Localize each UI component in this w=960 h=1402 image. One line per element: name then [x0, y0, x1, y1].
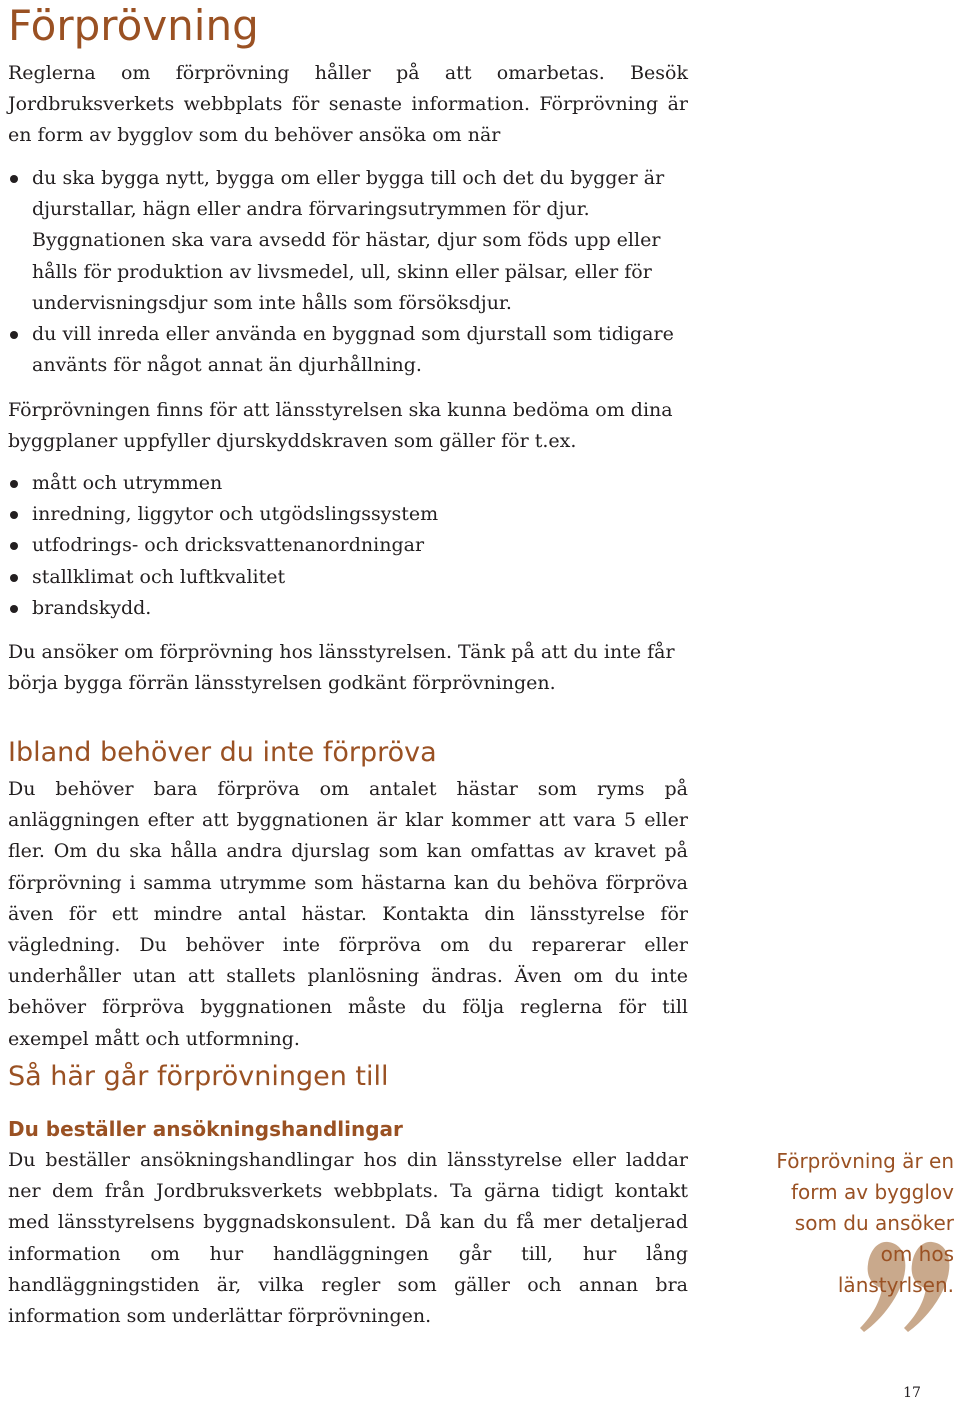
bullet-icon — [10, 480, 18, 488]
list-item: mått och utrymmen — [8, 468, 688, 499]
page-number: 17 — [903, 1385, 921, 1401]
exemption-block — [8, 774, 688, 1055]
page-title: Förprövning — [8, 1, 259, 50]
purpose-block — [8, 395, 688, 457]
subheading-order-documents: Du beställer ansökningshandlingar — [8, 1117, 403, 1141]
requirement-list — [8, 163, 688, 381]
list-item: inredning, liggytor och utgödslingssystem — [8, 499, 688, 530]
process-paragraph: Du beställer ansökningshandlingar hos din länsstyrelse eller laddar ner dem från Jordbruksverkets webbplats. Ta gärna tidigt kontakt med länsstyrelsens byggnadskonsulent. Då kan du få mer detaljerad information om hur handläggningen går till, hur lång handläggningstiden är, vilka regler som gäller och annan bra information som underlättar förprövningen. — [8, 1149, 688, 1328]
apply-block — [8, 637, 688, 699]
pull-quote: Förprövning är en form av bygglov som du ansöker om hos länstyrlsen. — [776, 1149, 954, 1297]
apply-paragraph: Du ansöker om förprövning hos länsstyrelsen. Tänk på att du inte får börja bygga förrän länsstyrelsen godkänt förprövningen. — [8, 641, 675, 695]
bullet-icon — [10, 542, 18, 550]
intro-paragraph: Reglerna om förprövning håller på att omarbetas. Besök Jordbruksverkets webbplats för senaste information. Förprövning är en form av bygglov som du behöver ansöka om när — [8, 62, 688, 147]
list-item: stallklimat och luftkvalitet — [8, 562, 688, 593]
list-item: brandskydd. — [8, 593, 688, 624]
bullet-icon — [10, 175, 18, 183]
bullet-icon — [10, 605, 18, 613]
list-item: du ska bygga nytt, bygga om eller bygga till och det du bygger är djurstallar, hägn eller andra förvaringsutrymmen för djur. Byggnationen ska vara avsedd för hästar, djur som föds upp eller hålls för produktion av livsmedel, ull, skinn eller pälsar, eller för undervisningsdjur som inte hålls som försöksdjur. — [8, 163, 688, 319]
bullet-icon — [10, 511, 18, 519]
section-heading-exemption: Ibland behöver du inte förpröva — [8, 737, 437, 768]
process-block — [8, 1145, 688, 1332]
list-item: du vill inreda eller använda en byggnad som djurstall som tidigare använts för något annat än djurhållning. — [8, 319, 688, 381]
bullet-icon — [10, 331, 18, 339]
purpose-paragraph: Förprövningen finns för att länsstyrelsen ska kunna bedöma om dina byggplaner uppfyller djurskyddskraven som gäller för t.ex. — [8, 399, 673, 453]
intro-block — [8, 58, 688, 152]
criteria-list — [8, 468, 688, 624]
bullet-icon — [10, 574, 18, 582]
list-item: utfodrings- och dricksvattenanordningar — [8, 530, 688, 561]
section-heading-process: Så här går förprövningen till — [8, 1061, 389, 1092]
exemption-paragraph: Du behöver bara förpröva om antalet hästar som ryms på anläggningen efter att byggnationen är klar kommer att vara 5 eller fler. Om du ska hålla andra djurslag som kan omfattas av kravet på förprövning i samma utrymme som hästarna kan du behöva förpröva även för ett mindre antal hästar. Kontakta din länsstyrelse för vägledning. Du behöver inte förpröva om du reparerar eller underhåller utan att stallets planlösning ändras. Även om du inte behöver förpröva byggnationen måste du följa reglerna för till exempel mått och utformning. — [8, 778, 688, 1050]
